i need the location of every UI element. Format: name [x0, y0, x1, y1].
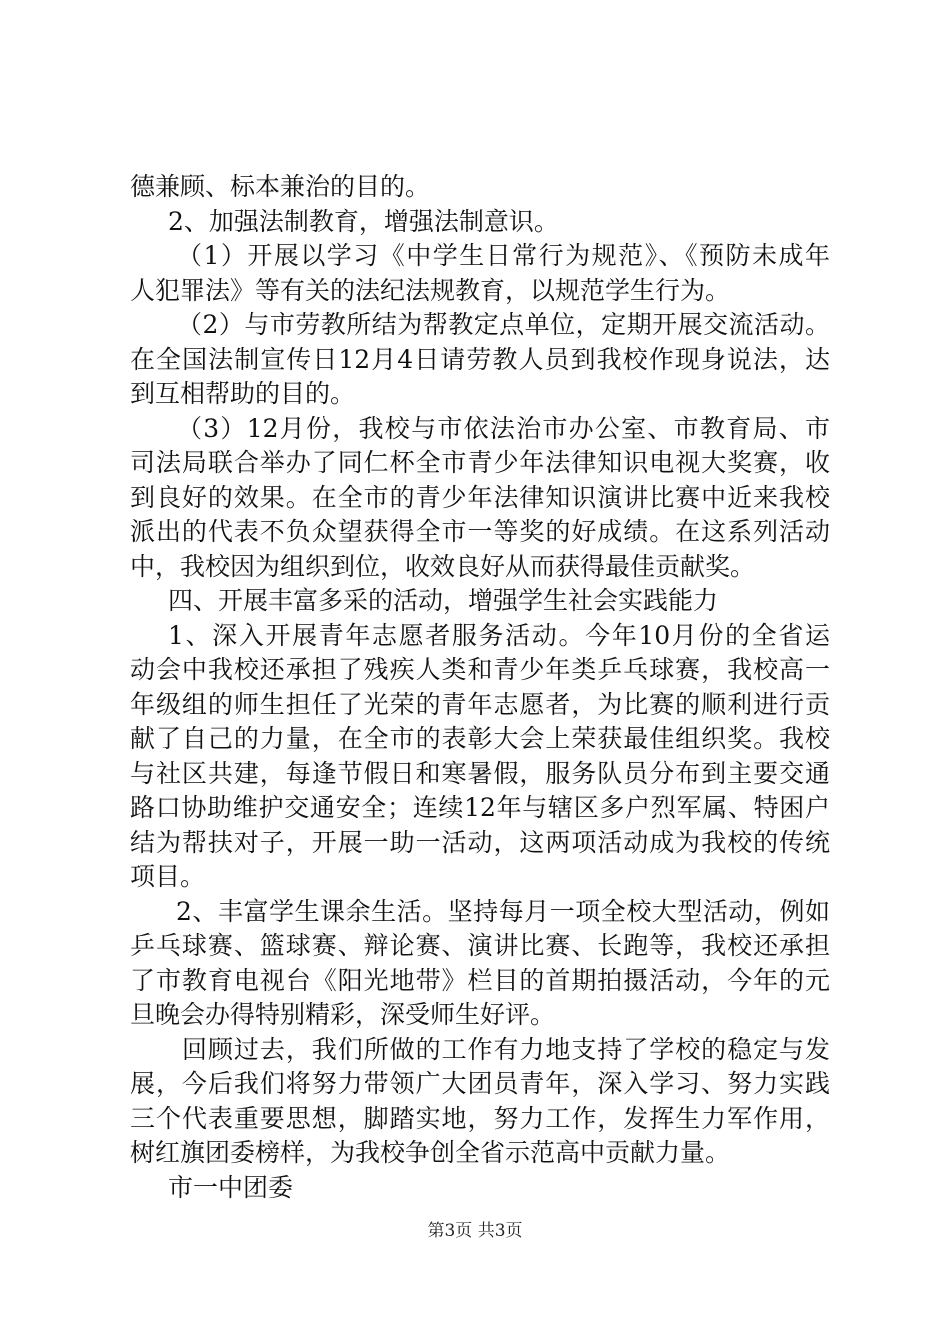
paragraph: [130, 1171, 830, 1206]
text-line: 到良好的效果。在全市的青少年法律知识演讲比赛中近来我校: [130, 482, 830, 512]
text-line: 2、加强法制教育，增强法制意识。: [168, 206, 559, 236]
paragraph: [130, 895, 830, 1033]
text-line: 四、开展丰富多采的活动，增强学生社会实践能力: [168, 586, 719, 615]
text-line: 市一中团委: [168, 1172, 294, 1202]
text-line: 到互相帮助的目的。: [130, 379, 356, 408]
text-line: 德兼顾、标本兼治的目的。: [130, 172, 431, 201]
text-line: 1、深入开展青年志愿者服务活动。今年10月份的全省运: [168, 620, 830, 650]
paragraph: [130, 1033, 830, 1171]
text-line: 中，我校因为组织到位，收效良好从而获得最佳贡献奖。: [130, 551, 756, 581]
text-line: 了市教育电视台《阳光地带》栏目的首期拍摄活动，今年的元: [130, 965, 830, 995]
paragraph: [130, 205, 830, 240]
document-body: [130, 170, 830, 1205]
text-line: 树红旗团委榜样，为我校争创全省示范高中贡献力量。: [130, 1138, 731, 1167]
paragraph: [130, 584, 830, 619]
text-line: 旦晚会办得特别精彩，深受师生好评。: [130, 1000, 556, 1029]
text-line: 动会中我校还承担了残疾人类和青少年类乒乓球赛，我校高一: [130, 655, 830, 684]
text-line: 2、丰富学生课余生活。坚持每月一项全校大型活动，例如: [176, 896, 830, 926]
page-footer: [0, 1216, 950, 1241]
paragraph: [130, 308, 830, 412]
paragraph: [130, 412, 830, 585]
paragraph: [130, 619, 830, 895]
text-line: 展，今后我们将努力带领广大团员青年，深入学习、努力实践: [130, 1069, 830, 1098]
page-number-label: 第3页 共3页: [427, 1221, 523, 1241]
paragraph: [130, 239, 830, 308]
text-line: 司法局联合举办了同仁杯全市青少年法律知识电视大奖赛，收: [130, 448, 830, 477]
paragraph: [130, 170, 830, 205]
text-line: 在全国法制宣传日12月4日请劳教人员到我校作现身说法，达: [130, 344, 830, 374]
text-line: 派出的代表不负众望获得全市一等奖的好成绩。在这系列活动: [130, 517, 830, 546]
text-line: 年级组的师生担任了光荣的青年志愿者，为比赛的顺利进行贡: [130, 689, 830, 719]
text-line: 路口协助维护交通安全；连续12年与辖区多户烈军属、特困户: [130, 793, 830, 822]
text-line: 结为帮扶对子，开展一助一活动，这两项活动成为我校的传统: [130, 827, 830, 857]
text-line: 献了自己的力量，在全市的表彰大会上荣获最佳组织奖。我校: [130, 724, 830, 753]
text-line: 项目。: [130, 862, 206, 891]
text-line: 三个代表重要思想，脚踏实地，努力工作，发挥生力军作用，: [130, 1103, 830, 1133]
text-line: （2）与市劳教所结为帮教定点单位，定期开展交流活动。: [177, 310, 830, 339]
text-line: 乒乓球赛、篮球赛、辩论赛、演讲比赛、长跑等，我校还承担: [130, 931, 830, 960]
text-line: 人犯罪法》等有关的法纪法规教育，以规范学生行为。: [130, 275, 731, 305]
text-line: （1）开展以学习《中学生日常行为规范》、《预防未成年: [177, 241, 830, 270]
text-line: 与社区共建，每逢节假日和寒暑假，服务队员分布到主要交通: [130, 758, 830, 788]
text-line: （3）12月份，我校与市依法治市办公室、市教育局、市: [177, 413, 830, 443]
text-line: 回顾过去，我们所做的工作有力地支持了学校的稳定与发: [182, 1034, 830, 1064]
